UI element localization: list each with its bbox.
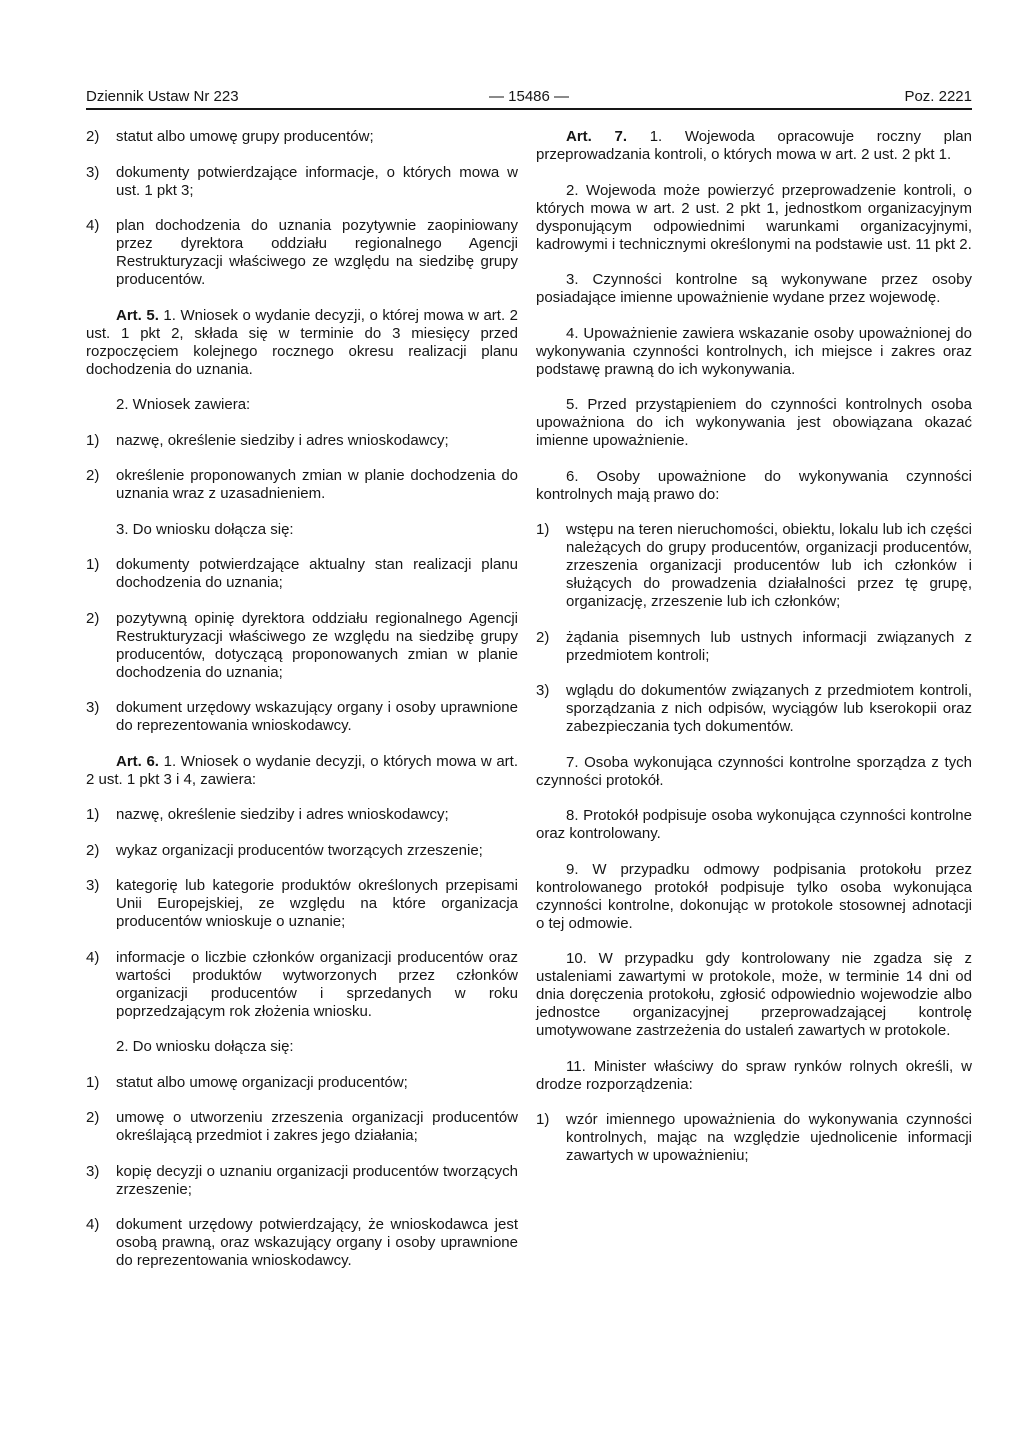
list-item bbox=[86, 949, 518, 1021]
paragraph: 7. Osoba wykonująca czynności kontrolne sporządza z tych czynności protokół. bbox=[536, 753, 972, 789]
paragraph: 2. Wniosek zawiera: bbox=[116, 396, 251, 413]
list-item bbox=[86, 806, 518, 824]
list-item bbox=[86, 432, 518, 450]
list-item bbox=[86, 1109, 518, 1145]
item-number: 3) bbox=[86, 877, 100, 894]
item-text: dokumenty potwierdzające aktualny stan realizacji planu dochodzenia do uznania; bbox=[116, 556, 518, 591]
item-number: 3) bbox=[86, 163, 100, 181]
list-item bbox=[86, 1216, 518, 1270]
item-number: 2) bbox=[86, 128, 100, 145]
paragraph: 4. Upoważnienie zawiera wskazanie osoby upoważnionej do wykonywania czynności kontrolnych, ich miejsce i zakres oraz podstawę prawną do ich wykonywania. bbox=[536, 324, 972, 378]
article-label: Art. 6. bbox=[116, 752, 159, 770]
journal-title: Dziennik Ustaw Nr 223 bbox=[86, 88, 239, 105]
paragraph: 5. Przed przystąpieniem do czynności kontrolnych osoba upoważniona do ich wykonywania jest obowiązana okazać imienne upoważnienie. bbox=[536, 396, 972, 449]
item-text: dokument urzędowy wskazujący organy i osoby uprawnione do reprezentowania wnioskodawcy. bbox=[116, 699, 518, 734]
list-item bbox=[86, 877, 518, 931]
position-number: Poz. 2221 bbox=[904, 88, 972, 105]
item-text: nazwę, określenie siedziby i adres wnioskodawcy; bbox=[116, 431, 449, 449]
item-text: kopię decyzji o uznaniu organizacji producentów tworzących zrzeszenie; bbox=[116, 1162, 518, 1198]
item-text: wzór imiennego upoważnienia do wykonywania czynności kontrolnych, mając na względzie ujednolicenie informacji zawartych w upoważnieniu; bbox=[566, 1111, 972, 1164]
item-text: dokument urzędowy potwierdzający, że wnioskodawca jest osobą prawną, oraz wskazujący organy i osoby uprawnione do reprezentowania wnioskodawcy. bbox=[116, 1216, 518, 1269]
item-text: pozytywną opinię dyrektora oddziału regionalnego Agencji Restrukturyzacji właściwego ze względu na siedzibę grupy producentów, dotyczącą proponowanych zmian w planie dochodzenia do uznania; bbox=[116, 609, 518, 681]
item-number: 4) bbox=[86, 217, 100, 234]
item-number: 2) bbox=[86, 1109, 100, 1126]
paragraph: 11. Minister właściwy do spraw rynków rolnych określi, w drodze rozporządzenia: bbox=[536, 1057, 972, 1093]
left-column bbox=[86, 128, 518, 1288]
list-item bbox=[86, 217, 518, 289]
item-text: wstępu na teren nieruchomości, obiektu, lokalu lub ich części należących do grupy producentów, organizacji producentów, zrzeszenia organizacji producentów lub ich członków i służących do prowadzenia działalności przez tę grupę, organizację, zrzeszenie lub ich członków; bbox=[566, 521, 972, 610]
list-item bbox=[86, 1074, 518, 1092]
item-number: 1) bbox=[86, 556, 100, 573]
paragraph: 2. Wojewoda może powierzyć przeprowadzenie kontroli, o których mowa w art. 2 ust. 2 pkt 1, jednostkom organizacyjnym dysponującym odpowiednimi warunkami organizacyjnymi, kadrowymi i technicznymi określonymi na podstawie ust. 11 pkt 2. bbox=[536, 181, 972, 253]
item-number: 1) bbox=[86, 1073, 100, 1091]
item-number: 1) bbox=[86, 806, 100, 823]
item-text: żądania pisemnych lub ustnych informacji związanych z przedmiotem kontroli; bbox=[566, 628, 972, 664]
item-number: 4) bbox=[86, 1216, 100, 1233]
item-number: 3) bbox=[536, 682, 550, 699]
item-text: wykaz organizacji producentów tworzących zrzeszenie; bbox=[116, 841, 483, 859]
item-text: umowę o utworzeniu zrzeszenia organizacji producentów określającą przedmiot i zakres jego działania; bbox=[116, 1109, 518, 1144]
item-number: 3) bbox=[86, 699, 100, 716]
item-number: 2) bbox=[86, 841, 100, 859]
header-rule bbox=[86, 108, 972, 110]
list-item bbox=[536, 1111, 972, 1165]
article-text: 1. Wniosek o wydanie decyzji, o której mowa w art. 2 ust. 1 pkt 2, składa się w terminie do 3 miesięcy przed rozpoczęciem kolejnego rocznego okresu realizacji planu dochodzenia do uznania. bbox=[86, 306, 518, 378]
item-text: plan dochodzenia do uznania pozytywnie zaopiniowany przez dyrektora oddziału regionalnego Agencji Restrukturyzacji właściwego ze względu na siedzibę grupy producentów. bbox=[116, 217, 518, 288]
list-item bbox=[86, 842, 518, 860]
item-number: 1) bbox=[86, 431, 100, 449]
item-text: kategorię lub kategorie produktów określonych przepisami Unii Europejskiej, ze względu na które organizacja producentów wnioskuje o uznanie; bbox=[116, 877, 518, 930]
item-text: statut albo umowę grupy producentów; bbox=[116, 128, 374, 145]
list-item bbox=[86, 556, 518, 592]
item-number: 4) bbox=[86, 948, 100, 966]
item-text: wglądu do dokumentów związanych z przedmiotem kontroli, sporządzania z nich odpisów, wyciągów lub kserokopii oraz zabezpieczania tych dokumentów. bbox=[566, 682, 972, 735]
item-text: dokumenty potwierdzające informacje, o których mowa w ust. 1 pkt 3; bbox=[116, 163, 518, 199]
paragraph: 2. Do wniosku dołącza się: bbox=[116, 1038, 294, 1055]
paragraph: 10. W przypadku gdy kontrolowany nie zgadza się z ustaleniami zawartymi w protokole, może, w terminie 14 dni od dnia doręczenia protokołu, zgłosić odpowiednio wojewodzie albo jednostce organizacyjnej przeprowadzającej kontrolę umotywowane zastrzeżenia do ustaleń zawartych w protokole. bbox=[536, 950, 972, 1039]
item-number: 3) bbox=[86, 1162, 100, 1180]
paragraph: 3. Do wniosku dołącza się: bbox=[116, 520, 294, 538]
article-text: 1. Wojewoda opracowuje roczny plan przeprowadzania kontroli, o których mowa w art. 2 ust. 2 pkt 1. bbox=[536, 128, 972, 163]
item-text: nazwę, określenie siedziby i adres wnioskodawcy; bbox=[116, 806, 449, 823]
item-number: 1) bbox=[536, 1111, 550, 1128]
paragraph: 3. Czynności kontrolne są wykonywane przez osoby posiadające imienne upoważnienie wydane przez wojewodę. bbox=[536, 271, 972, 306]
item-text: określenie proponowanych zmian w planie dochodzenia do uznania wraz z uzasadnieniem. bbox=[116, 467, 518, 502]
list-item bbox=[86, 610, 518, 682]
item-number: 2) bbox=[536, 628, 550, 646]
list-item bbox=[536, 629, 972, 665]
page-number: — 15486 — bbox=[488, 88, 570, 105]
item-number: 2) bbox=[86, 609, 100, 627]
article-label: Art. 7. bbox=[566, 128, 628, 145]
article-label: Art. 5. bbox=[116, 306, 159, 324]
running-header bbox=[86, 86, 972, 108]
list-item bbox=[86, 1163, 518, 1199]
list-item bbox=[536, 521, 972, 611]
list-item bbox=[86, 699, 518, 735]
paragraph: 6. Osoby upoważnione do wykonywania czynności kontrolnych mają prawo do: bbox=[536, 467, 972, 503]
right-column bbox=[536, 128, 972, 1183]
paragraph: 9. W przypadku odmowy podpisania protokołu przez kontrolowanego protokół podpisuje tylko osoba wykonująca czynności kontrolne, dokonując w protokole stosownej adnotacji o tej odmowie. bbox=[536, 860, 972, 932]
list-item bbox=[86, 164, 518, 200]
article-paragraph bbox=[86, 307, 518, 379]
list-item bbox=[86, 128, 518, 146]
item-number: 1) bbox=[536, 521, 550, 538]
item-text: informacje o liczbie członków organizacji producentów oraz wartości produktów wytworzonych przez członków organizacji producentów i sprzedanych w roku poprzedzającym rok złożenia wniosku. bbox=[116, 948, 518, 1020]
paragraph: 8. Protokół podpisuje osoba wykonująca czynności kontrolne oraz kontrolowany. bbox=[536, 807, 972, 842]
item-text: statut albo umowę organizacji producentów; bbox=[116, 1073, 408, 1091]
list-item bbox=[86, 467, 518, 503]
article-paragraph bbox=[536, 128, 972, 164]
article-text: 1. Wniosek o wydanie decyzji, o których mowa w art. 2 ust. 1 pkt 3 i 4, zawiera: bbox=[86, 752, 518, 788]
item-number: 2) bbox=[86, 467, 100, 484]
article-paragraph bbox=[86, 753, 518, 789]
list-item bbox=[536, 682, 972, 736]
